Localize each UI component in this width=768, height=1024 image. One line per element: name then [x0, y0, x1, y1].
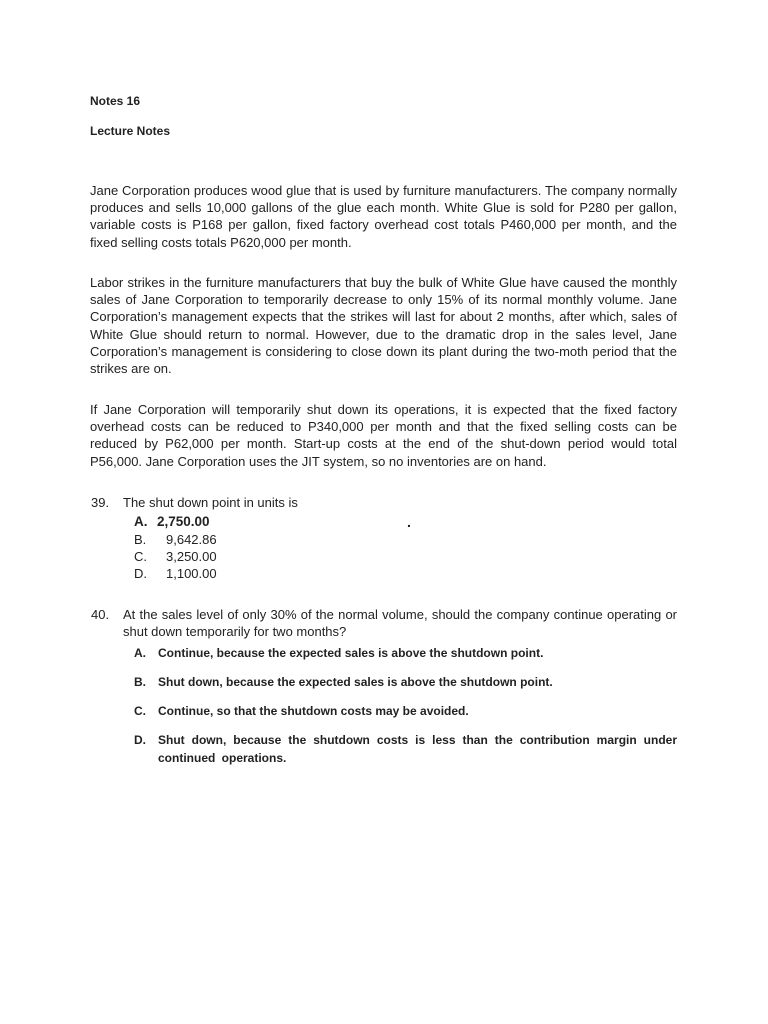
choice-letter: B.	[134, 532, 147, 547]
choice-letter: C.	[134, 704, 146, 718]
question-text: The shut down point in units is	[123, 495, 298, 510]
paragraph-shutdown-costs: If Jane Corporation will temporarily shut down its operations, it is expected that the fixed factory overhead costs can be reduced to P340,000 per month and that the fixed selling costs can be reduced by P62,000 per month. Start-up costs at the end of the shut-down period would total P56,000. Jane Corporation uses the JIT system, so no inventories are on hand.	[90, 402, 677, 469]
paragraph-labor-strikes: Labor strikes in the furniture manufacturers that buy the bulk of White Glue have caused the monthly sales of Jane Corporation to temporarily decrease to only 15% of its normal monthly volume. Jane Corporation’s management expects that the strikes will last for about 2 months, after which, sales of White Glue should return to normal. However, due to the dramatic drop in the sales level, Jane Corporation’s management is considering to close down its plant during the two-moth period that the strikes are on.	[90, 275, 677, 377]
question-number: 39.	[91, 495, 110, 510]
question-text: At the sales level of only 30% of the normal volume, should the company continue operating or shut down temporarily for two months?	[123, 607, 677, 640]
choice-b	[134, 531, 217, 548]
choice-d	[134, 565, 217, 582]
question-number: 40.	[91, 607, 110, 622]
choice-text: Shut down, because the expected sales is above the shutdown point.	[158, 675, 553, 689]
choice-b	[134, 673, 677, 691]
choice-letter: D.	[134, 733, 146, 747]
lecture-notes-heading: Lecture Notes	[90, 124, 171, 138]
choice-letter: B.	[134, 675, 146, 689]
choice-text: 3,250.00	[166, 549, 217, 564]
choice-text: 2,750.00	[157, 514, 210, 529]
choice-text: Continue, so that the shutdown costs may be avoided.	[158, 704, 469, 718]
choice-c	[134, 548, 217, 565]
choice-a	[134, 513, 210, 530]
stray-mark: .	[407, 514, 411, 530]
choice-d	[134, 731, 677, 767]
choice-text: 9,642.86	[166, 532, 217, 547]
choice-text: Shut down, because the shutdown costs is less than the contribution margin under continued operations.	[158, 733, 677, 765]
choice-letter: C.	[134, 549, 147, 564]
notes-title: Notes 16	[90, 94, 141, 108]
choice-letter: A.	[134, 514, 148, 529]
paragraph-company-info: Jane Corporation produces wood glue that is used by furniture manufacturers. The company normally produces and sells 10,000 gallons of the glue each month. White Glue is sold for P280 per gallon, variable costs is P168 per gallon, fixed factory overhead cost totals P460,000 per month, and the fixed selling costs totals P620,000 per month.	[90, 183, 677, 250]
choice-text: 1,100.00	[166, 566, 217, 581]
choice-letter: A.	[134, 646, 146, 660]
choice-letter: D.	[134, 566, 147, 581]
choice-a	[134, 644, 677, 662]
choice-text: Continue, because the expected sales is above the shutdown point.	[158, 646, 544, 660]
choice-c	[134, 702, 677, 720]
